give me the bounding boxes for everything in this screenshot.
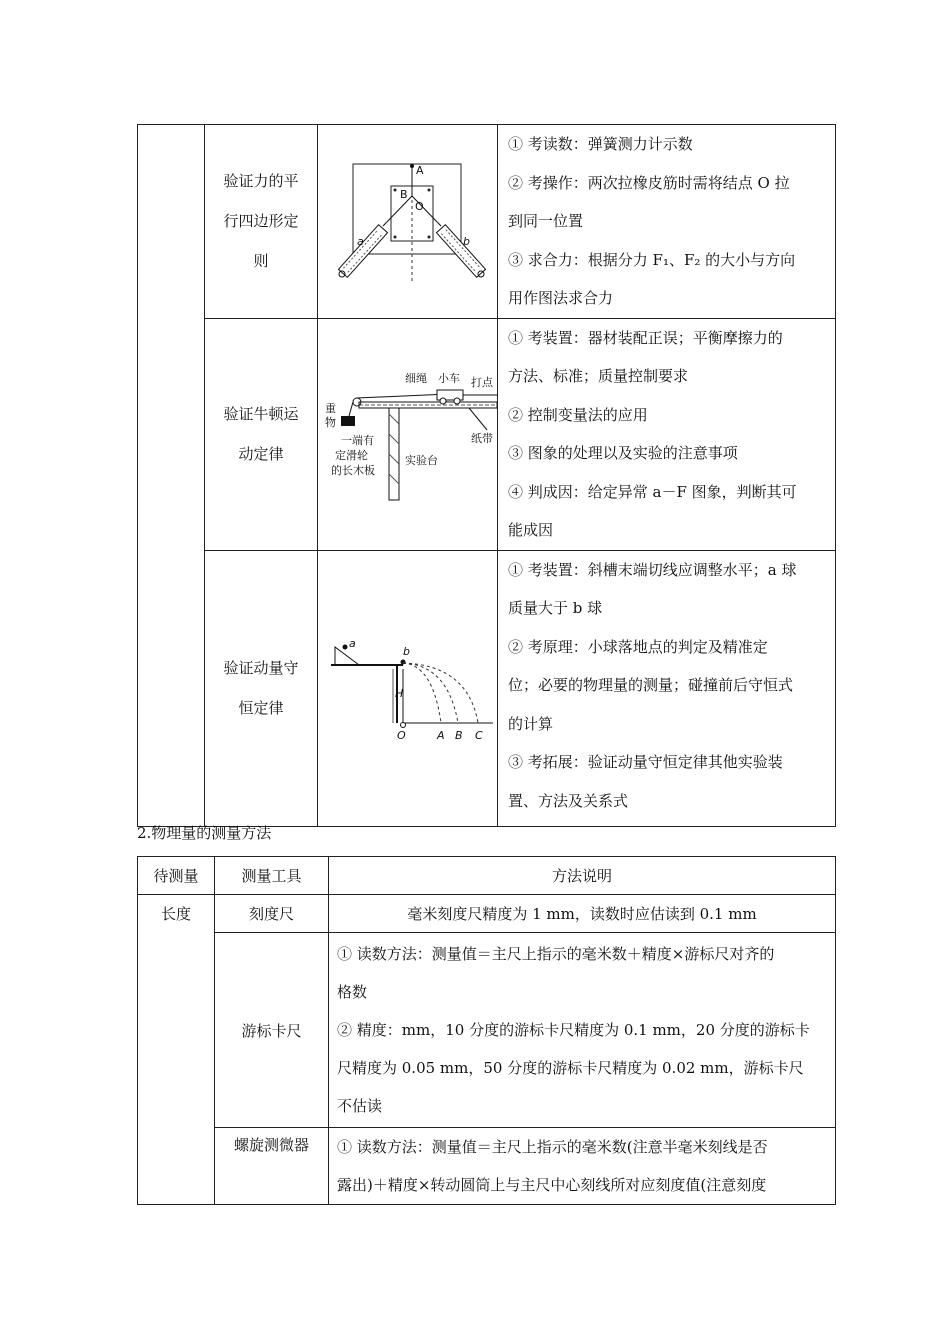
label-board-1: 一端有 (340, 434, 374, 447)
label-weight-1: 重 (324, 402, 336, 415)
label-b: b (462, 235, 470, 249)
tool-vernier: 游标卡尺 (215, 933, 329, 1128)
header-method: 方法说明 (329, 857, 836, 895)
label-C: C (474, 729, 483, 742)
label-cart: 小车 (437, 372, 460, 385)
label-A: A (415, 164, 424, 178)
tool-ruler: 刻度尺 (215, 895, 329, 933)
measurement-methods-table (137, 856, 836, 1205)
newton-law-figure (318, 318, 498, 550)
label-a: a (356, 235, 364, 249)
category-cell (138, 125, 205, 827)
header-tool: 测量工具 (215, 857, 329, 895)
label-A: A (436, 729, 445, 742)
label-board-3: 的长木板 (330, 464, 375, 477)
description-force: ① 考读数：弹簧测力计示数 ② 考操作：两次拉橡皮筋时需将结点 O 拉 到同一位置 ③ 求合力：根据分力 F₁、F₂ 的大小与方向 用作图法求合力 (498, 125, 836, 319)
label-a: a (348, 637, 356, 650)
label-O: O (414, 200, 424, 214)
label-board-2: 定滑轮 (334, 449, 368, 462)
label-O: O (396, 729, 406, 742)
label-tape: 纸带 (470, 432, 493, 445)
description-momentum: ① 考装置：斜槽末端切线应调整水平；a 球 质量大于 b 球 ② 考原理：小球落地点的判定及精准定 位；必要的物理量的测量；碰撞前后守恒式 的计算 ③ 考拓展：验证动量守恒定律其他实验装 置、方法及关系式 (498, 550, 836, 826)
section-title: 2.物理量的测量方法 (137, 824, 272, 842)
label-rope: 细绳 (404, 372, 427, 385)
header-quantity: 待测量 (138, 857, 215, 895)
force-parallelogram-figure (318, 125, 498, 319)
label-b: b (402, 645, 410, 658)
label-B: B (399, 188, 408, 202)
experiment-name-newton: 验证牛顿运 动定律 (205, 318, 318, 550)
label-timer: 打点 (470, 376, 493, 389)
description-newton: ① 考装置：器材装配正误；平衡摩擦力的 方法、标准；质量控制要求 ② 控制变量法的应用 ③ 图象的处理以及实验的注意事项 ④ 判成因：给定异常 a－F 图象，判断其可 能成因 (498, 318, 836, 550)
method-vernier: ① 读数方法：测量值＝主尺上指示的毫米数＋精度×游标尺对齐的 格数 ② 精度：mm，10 分度的游标卡尺精度为 0.1 mm，20 分度的游标卡 尺精度为 0.05 mm，50 分度的游标卡尺精度为 0.02 mm，游标卡尺 不估读 (329, 933, 836, 1128)
quantity-length: 长度 (138, 895, 215, 1205)
momentum-figure (318, 550, 498, 826)
experiment-name-force: 验证力的平 行四边形定 则 (205, 125, 318, 319)
label-table: 实验台 (404, 454, 438, 467)
experiment-name-momentum: 验证动量守 恒定律 (205, 550, 318, 826)
experiments-table (137, 124, 836, 827)
label-B: B (454, 729, 463, 742)
label-weight-2: 物 (324, 416, 336, 429)
method-ruler: 毫米刻度尺精度为 1 mm，读数时应估读到 0.1 mm (329, 895, 836, 933)
tool-micrometer: 螺旋测微器 (215, 1128, 329, 1205)
label-H: H (394, 687, 403, 700)
method-micrometer: ① 读数方法：测量值＝主尺上指示的毫米数(注意半毫米刻线是否 露出)＋精度×转动圆筒上与主尺中心刻线所对应刻度值(注意刻度 (329, 1128, 836, 1205)
